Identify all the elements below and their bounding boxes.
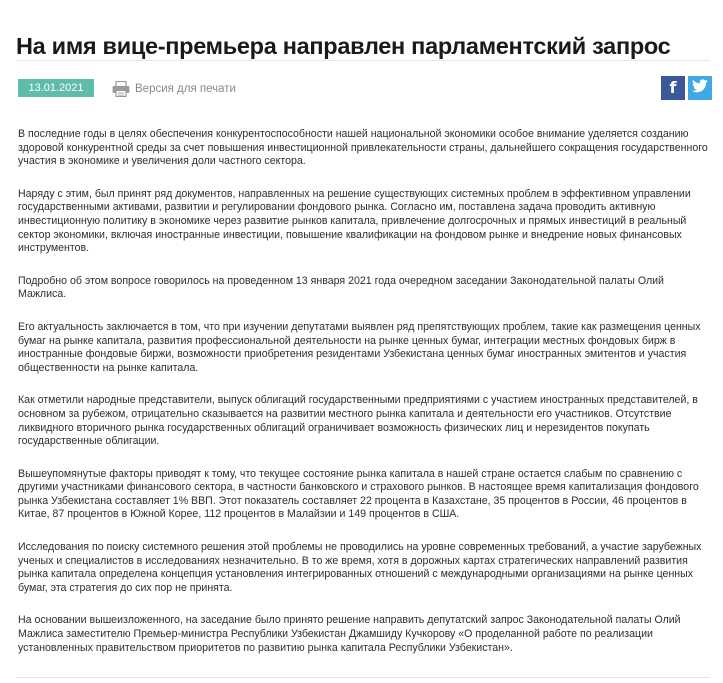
facebook-share-button[interactable] <box>661 76 685 100</box>
print-version-link[interactable] <box>112 78 236 100</box>
twitter-share-button[interactable] <box>688 76 712 100</box>
article-paragraph: Как отметили народные представители, выпуск облигаций государственными предприятиями с участием иностранных представителей, в основном за рубежом, отрицательно сказывается на развитии местного рынка капитала и деятельности его участников. Отсутствие ликвидного вторичного рынка государственных облигаций ограничивает возможность физических лиц и нерезидентов покупать государственные облигации. <box>18 394 698 448</box>
bottom-divider <box>16 677 710 678</box>
facebook-icon: f <box>669 78 677 97</box>
article-paragraph: Его актуальность заключается в том, что при изучении депутатами выявлен ряд препятствующих проблем, такие как размещения ценных бумаг на рынке капитала, развития профессиональной деятельности на рынке ценных бумаг, интеграции местных фондовых бирж в иностранные фондовые биржи, возможности приобретения резидентами Узбекистана ценных бумаг иностранных эмитентов и участия общественности на рынке капитала. <box>18 320 701 374</box>
print-version-label: Версия для печати <box>135 83 236 95</box>
article-paragraph: Подробно об этом вопросе говорилось на проведенном 13 января 2021 года очередном заседании Законодательной палаты Олий Мажлиса. <box>18 274 664 301</box>
article-paragraph: Исследования по поиску системного решения этой проблемы не проводились на уровне современных требований, а участие зарубежных ученых и специалистов в исследованиях незначительно. В то же время, хотя в дорожных картах стратегических направлений развития рынка капитала определена концепция установления интегрированных отношений с международными организациями на рынке ценных бумаг, эта стратегия до сих пор не принята. <box>18 541 702 594</box>
twitter-icon <box>692 79 708 98</box>
article-body <box>18 128 708 674</box>
article-paragraph: На основании вышеизложенного, на заседание было принято решение направить депутатский запрос Законодательной палаты Олий Мажлиса заместителю Премьер-министра Республики Узбекистан Джамшиду Кучкорову «О проделанной работе по реализации установленных правительством приоритетов по развитию рынка капитала Республики Узбекистан». <box>18 614 681 654</box>
article-paragraph: Вышеупомянутые факторы приводят к тому, что текущее состояние рынка капитала в нашей стране остается слабым по сравнению с другими участниками финансового сектора, в частности банковского и страхового рынков. В настоящее время капитализация фондового рынка Узбекистана составляет 1% ВВП. Этот показатель составляет 22 процента в Казахстане, 35 процентов в России, 46 процентов в Китае, 87 процентов в Южной Корее, 112 процентов в Малайзии и 149 процентов в США. <box>18 467 699 521</box>
article-paragraph: В последние годы в целях обеспечения конкурентоспособности нашей национальной экономики особое внимание уделяется созданию здоровой конкурентной среды за счет повышения инвестиционной привлекательности страны, дальнейшего сокращения государственного участия в экономике и увеличения доли частного сектора. <box>18 128 708 168</box>
date-badge: 13.01.2021 <box>18 79 94 97</box>
share-buttons <box>661 76 712 100</box>
title-divider <box>16 60 710 61</box>
article-meta <box>16 76 712 102</box>
article-paragraph: Наряду с этим, был принят ряд документов, направленных на решение существующих системных проблем в эффективном управлении государственными активами, развитии и регулировании фондового рынка. Согласно им, поставлена задача проводить активную инвестиционную политику в экономике через развитие рынков капитала, привлечение долгосрочных и прямых инвестиций в реальный сектор экономики, включая иностранные инвестиции, повышение квалификации на фондовом рынке и внедрение новых финансовых инструментов. <box>18 187 691 255</box>
printer-icon <box>112 81 130 97</box>
article-title: На имя вице-премьера направлен парламентский запрос <box>16 32 671 59</box>
